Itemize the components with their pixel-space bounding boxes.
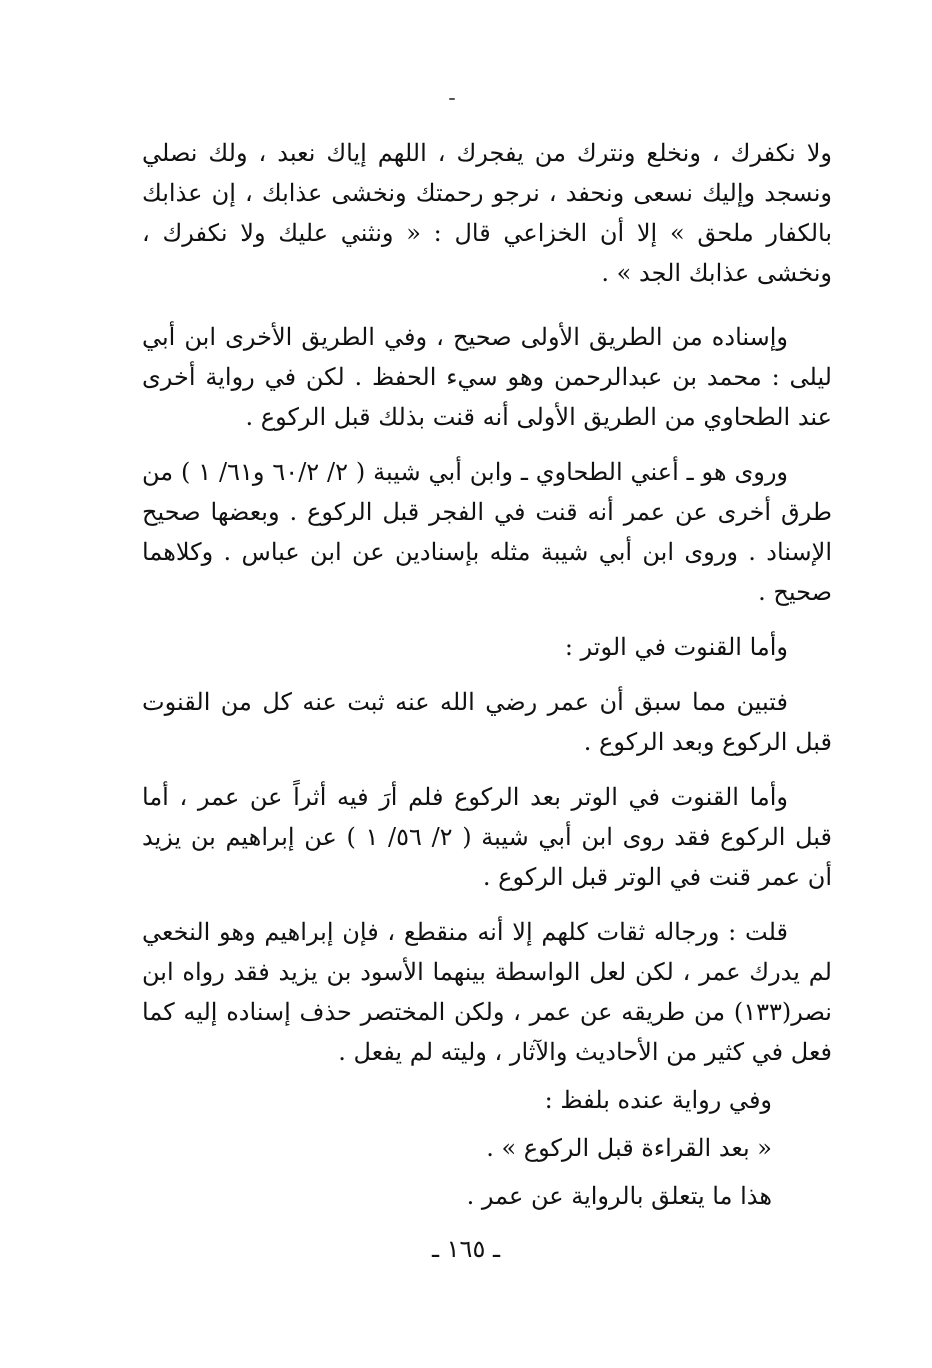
paragraph-witr-after-ruku: وأما القنوت في الوتر بعد الركوع فلم أرَ فيه أثراً عن عمر ، أما قبل الركوع فقد روى ابن أبي شيبة ( ٢/ ٥٦/ ١ ) عن إبراهيم بن يزيد أن عمر قنت في الوتر قبل الركوع . (142, 783, 833, 891)
paragraph-closing: هذا ما يتعلق بالرواية عن عمر . (466, 1182, 772, 1210)
paragraph-isnad-first: وإسناده من الطريق الأولى صحيح ، وفي الطريق الأخرى ابن أبي ليلى : محمد بن عبدالرحمن وهو سيء الحفظ . لكن في رواية أخرى عند الطحاوي من الطريق الأولى أنه قنت بذلك قبل الركوع . (142, 323, 832, 431)
paragraph-tahawi-narration: وروى هو ـ أعني الطحاوي ـ وابن أبي شيبة ( ٢/ ٦٠/٢ و٦١/ ١ ) من طرق أخرى عن عمر أنه قنت في الفجر قبل الركوع . وبعضها صحيح الإسناد . وروى ابن أبي شيبة مثله بإسنادين عن ابن عباس . وكلاهما صحيح . (142, 458, 832, 606)
quote-wording: « بعد القراءة قبل الركوع » . (486, 1134, 772, 1162)
heading-qunut-witr: وأما القنوت في الوتر : (564, 633, 788, 661)
page-body (142, 133, 832, 1216)
paragraph-conclusion: فتبين مما سبق أن عمر رضي الله عنه ثبت عنه كل من القنوت قبل الركوع وبعد الركوع . (142, 688, 832, 756)
paragraph-dua-text: ولا نكفرك ، ونخلع ونترك من يفجرك ، اللهم إياك نعبد ، ولك نصلي ونسجد وإليك نسعى ونحفد ، نرجو رحمتك ونخشى عذابك ، إن عذابك بالكفار ملحق » إلا أن الخزاعي قال : « ونثني عليك ولا نكفرك ، ونخشى عذابك الجد » . (142, 139, 832, 287)
page-number: ـ ١٦٥ ـ (431, 1235, 500, 1263)
paragraph-author-comment: قلت : ورجاله ثقات كلهم إلا أنه منقطع ، فإن إبراهيم وهو النخعي لم يدرك عمر ، لكن لعل الواسطة بينهما الأسود بن يزيد فقد رواه ابن نصر(١٣٣) من طريقه عن عمر ، ولكن المختصر حذف إسناده إليه كما فعل في كثير من الأحاديث والآثار ، وليته لم يفعل . (142, 918, 832, 1066)
paragraph-another-narration: وفي رواية عنده بلفظ : (544, 1086, 772, 1114)
scan-speck (449, 98, 455, 100)
